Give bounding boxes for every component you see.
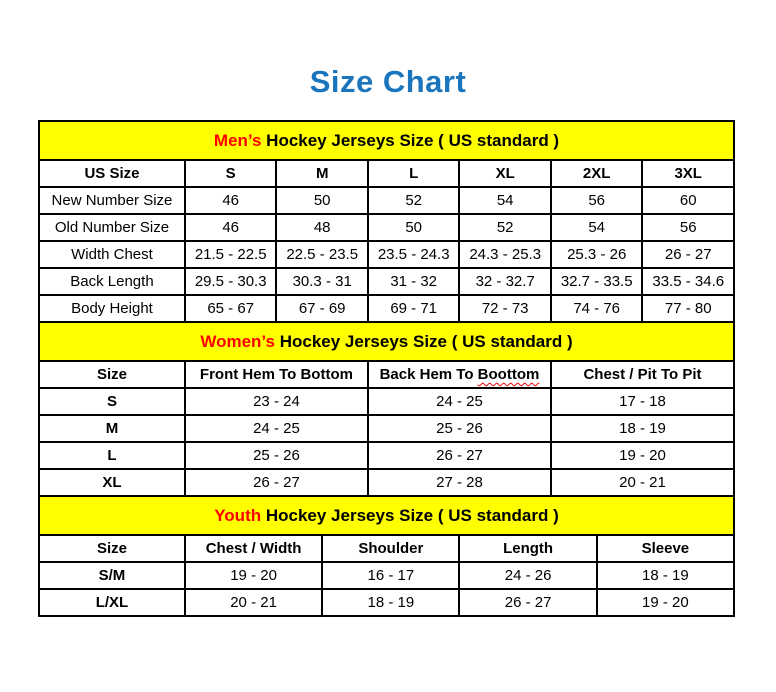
table-cell: 72 - 73 (459, 295, 551, 322)
youth-header-rest: Hockey Jerseys Size ( US standard ) (261, 505, 559, 525)
mens-size-table (38, 159, 735, 323)
table-cell: 16 - 17 (322, 562, 459, 589)
table-cell: 46 (185, 214, 277, 241)
womens-header-highlight: Women’s (200, 331, 275, 351)
table-cell: 77 - 80 (642, 295, 734, 322)
column-header: Back Hem To Boottom (368, 361, 551, 388)
table-row (39, 241, 734, 268)
womens-section-header (38, 323, 735, 360)
table-row (39, 562, 734, 589)
column-header: S (185, 160, 277, 187)
column-header: L (368, 160, 460, 187)
table-cell: 67 - 69 (276, 295, 368, 322)
table-cell: 69 - 71 (368, 295, 460, 322)
table-cell: 18 - 19 (551, 415, 734, 442)
column-header: Size (39, 361, 185, 388)
table-cell: 27 - 28 (368, 469, 551, 496)
table-cell: 30.3 - 31 (276, 268, 368, 295)
section-youth (38, 497, 735, 617)
table-cell: 24 - 26 (459, 562, 596, 589)
table-cell: 26 - 27 (459, 589, 596, 616)
table-cell: 26 - 27 (642, 241, 734, 268)
table-cell: 52 (368, 187, 460, 214)
section-womens (38, 323, 735, 497)
table-cell: 31 - 32 (368, 268, 460, 295)
youth-size-table (38, 534, 735, 617)
table-cell: Body Height (39, 295, 185, 322)
table-cell: S/M (39, 562, 185, 589)
womens-header-rest: Hockey Jerseys Size ( US standard ) (274, 331, 573, 351)
womens-size-table (38, 360, 735, 497)
column-header: Chest / Width (185, 535, 322, 562)
table-cell: 33.5 - 34.6 (642, 268, 734, 295)
column-header: M (276, 160, 368, 187)
table-cell: Old Number Size (39, 214, 185, 241)
table-cell: 24.3 - 25.3 (459, 241, 551, 268)
table-cell: 18 - 19 (322, 589, 459, 616)
mens-header-rest: Hockey Jerseys Size ( US standard ) (261, 130, 560, 150)
table-cell: 54 (551, 214, 643, 241)
column-header: Shoulder (322, 535, 459, 562)
table-cell: 20 - 21 (551, 469, 734, 496)
table-row (39, 295, 734, 322)
table-cell: 18 - 19 (597, 562, 734, 589)
table-cell: 29.5 - 30.3 (185, 268, 277, 295)
table-cell: L (39, 442, 185, 469)
table-cell: 54 (459, 187, 551, 214)
table-cell: New Number Size (39, 187, 185, 214)
table-cell: 74 - 76 (551, 295, 643, 322)
youth-header-row (39, 535, 734, 562)
table-cell: Back Length (39, 268, 185, 295)
mens-section-header (38, 120, 735, 159)
section-mens (38, 120, 735, 323)
table-cell: 25 - 26 (368, 415, 551, 442)
table-row (39, 415, 734, 442)
table-cell: 32 - 32.7 (459, 268, 551, 295)
mens-header-highlight: Men’s (213, 130, 262, 150)
column-header: Length (459, 535, 596, 562)
table-row (39, 214, 734, 241)
table-cell: S (39, 388, 185, 415)
column-header: US Size (39, 160, 185, 187)
table-cell: 26 - 27 (368, 442, 551, 469)
column-header: 2XL (551, 160, 643, 187)
table-cell: 21.5 - 22.5 (185, 241, 277, 268)
table-cell: L/XL (39, 589, 185, 616)
table-cell: 46 (185, 187, 277, 214)
table-row (39, 442, 734, 469)
table-cell: 65 - 67 (185, 295, 277, 322)
table-cell: 52 (459, 214, 551, 241)
mens-header-row (39, 160, 734, 187)
table-cell: 56 (551, 187, 643, 214)
column-header: 3XL (642, 160, 734, 187)
table-cell: 26 - 27 (185, 469, 368, 496)
table-cell: 19 - 20 (551, 442, 734, 469)
table-cell: XL (39, 469, 185, 496)
table-row (39, 388, 734, 415)
page-title: Size Chart (309, 64, 467, 99)
table-cell: 23 - 24 (185, 388, 368, 415)
table-cell: 19 - 20 (597, 589, 734, 616)
table-cell: 20 - 21 (185, 589, 322, 616)
table-cell: 56 (642, 214, 734, 241)
misspelled-word: Boottom (477, 366, 540, 383)
column-header: Front Hem To Bottom (185, 361, 368, 388)
youth-section-header (38, 497, 735, 534)
table-cell: 32.7 - 33.5 (551, 268, 643, 295)
table-cell: 19 - 20 (185, 562, 322, 589)
table-cell: 22.5 - 23.5 (276, 241, 368, 268)
table-cell: 50 (276, 187, 368, 214)
column-header: Size (39, 535, 185, 562)
table-cell: 25 - 26 (185, 442, 368, 469)
table-cell: 23.5 - 24.3 (368, 241, 460, 268)
table-cell: 50 (368, 214, 460, 241)
table-row (39, 589, 734, 616)
table-cell: 24 - 25 (368, 388, 551, 415)
womens-header-row (39, 361, 734, 388)
size-chart (38, 120, 735, 617)
table-row (39, 187, 734, 214)
table-row (39, 469, 734, 496)
table-cell: 60 (642, 187, 734, 214)
table-cell: Width Chest (39, 241, 185, 268)
column-header: Sleeve (597, 535, 734, 562)
table-cell: 25.3 - 26 (551, 241, 643, 268)
table-cell: 17 - 18 (551, 388, 734, 415)
table-cell: M (39, 415, 185, 442)
column-header: XL (459, 160, 551, 187)
youth-header-highlight: Youth (214, 505, 262, 525)
table-cell: 24 - 25 (185, 415, 368, 442)
column-header: Chest / Pit To Pit (551, 361, 734, 388)
table-cell: 48 (276, 214, 368, 241)
table-row (39, 268, 734, 295)
